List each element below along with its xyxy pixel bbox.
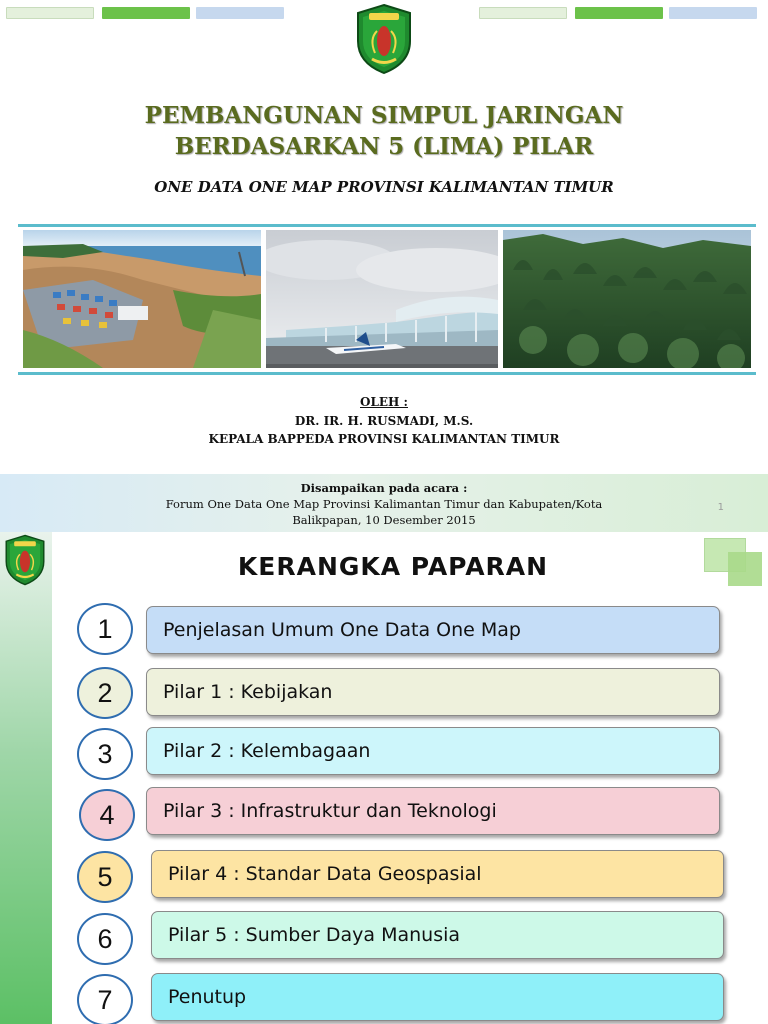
main-title bbox=[0, 100, 768, 162]
oleh-label: OLEH : bbox=[360, 395, 408, 409]
item-number: 5 bbox=[97, 861, 113, 892]
item-label-box bbox=[146, 787, 720, 835]
top-bar-3 bbox=[196, 7, 284, 19]
top-bar-6 bbox=[669, 7, 757, 19]
item-label: Pilar 5 : Sumber Daya Manusia bbox=[168, 924, 461, 946]
item-label: Pilar 4 : Standar Data Geospasial bbox=[168, 863, 482, 885]
bottom-divider bbox=[18, 372, 756, 375]
side-strip bbox=[0, 532, 52, 1024]
item-number: 6 bbox=[97, 923, 113, 954]
agenda-title: KERANGKA PAPARAN bbox=[237, 552, 549, 581]
author-name: DR. IR. H. RUSMADI, M.S. bbox=[294, 414, 474, 428]
item-number-circle bbox=[77, 667, 133, 719]
item-label-box bbox=[151, 911, 724, 959]
author-title: KEPALA BAPPEDA PROVINSI KALIMANTAN TIMUR bbox=[208, 432, 560, 446]
item-label-box bbox=[151, 850, 724, 898]
agenda-slide bbox=[0, 532, 768, 1024]
item-number-circle bbox=[77, 851, 133, 903]
page-number: 1 bbox=[717, 502, 724, 513]
top-bar-2 bbox=[102, 7, 190, 19]
item-number: 4 bbox=[99, 799, 115, 830]
item-label-box bbox=[146, 668, 720, 716]
top-divider bbox=[18, 224, 756, 227]
province-seal-icon bbox=[355, 3, 413, 75]
item-number-circle bbox=[77, 974, 133, 1024]
item-number: 1 bbox=[97, 613, 113, 644]
airport-photo bbox=[266, 230, 498, 368]
item-number: 2 bbox=[97, 677, 113, 708]
item-number: 7 bbox=[97, 984, 113, 1015]
main-title-line2: BERDASARKAN 5 (LIMA) PILAR bbox=[174, 133, 594, 160]
item-label: Penutup bbox=[168, 986, 247, 1008]
top-bar-5 bbox=[575, 7, 663, 19]
item-number-circle bbox=[77, 728, 133, 780]
main-title-line1: PEMBANGUNAN SIMPUL JARINGAN bbox=[144, 102, 624, 129]
footer-line3: Balikpapan, 10 Desember 2015 bbox=[292, 513, 476, 527]
item-label: Penjelasan Umum One Data One Map bbox=[163, 619, 521, 641]
top-bar-1 bbox=[6, 7, 94, 19]
item-number: 3 bbox=[97, 738, 113, 769]
subtitle: ONE DATA ONE MAP PROVINSI KALIMANTAN TIMUR bbox=[154, 178, 614, 196]
item-label: Pilar 2 : Kelembagaan bbox=[163, 740, 371, 762]
top-bar-4 bbox=[479, 7, 567, 19]
item-label-box bbox=[151, 973, 724, 1021]
forest-photo bbox=[503, 230, 751, 368]
item-label: Pilar 3 : Infrastruktur dan Teknologi bbox=[163, 800, 497, 822]
footer-line1: Disampaikan pada acara : bbox=[300, 481, 468, 495]
item-label-box bbox=[146, 727, 720, 775]
footer-line2: Forum One Data One Map Provinsi Kalimantan Timur dan Kabupaten/Kota bbox=[165, 497, 603, 511]
item-number-circle bbox=[79, 789, 135, 841]
item-label-box bbox=[146, 606, 720, 654]
port-photo bbox=[23, 230, 261, 368]
item-label: Pilar 1 : Kebijakan bbox=[163, 681, 333, 703]
item-number-circle bbox=[77, 913, 133, 965]
item-number-circle bbox=[77, 603, 133, 655]
